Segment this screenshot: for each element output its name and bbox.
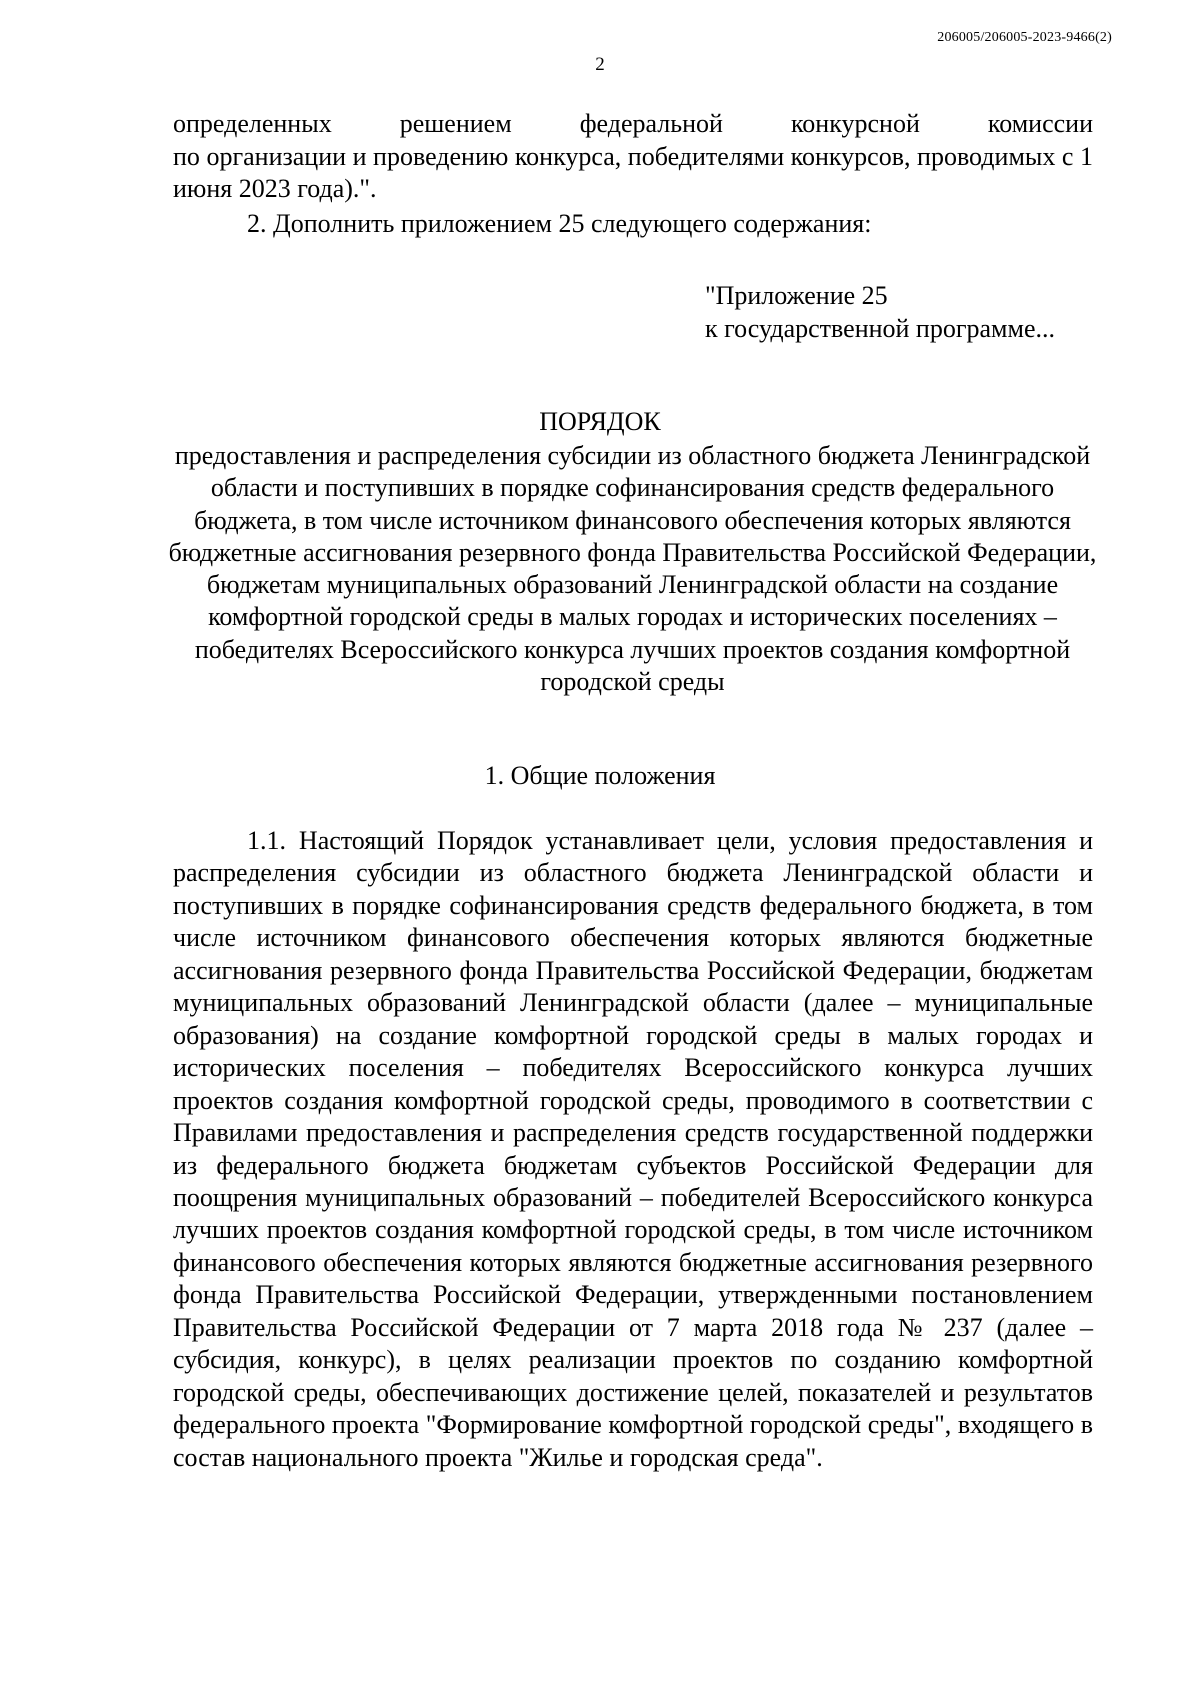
item-2-paragraph: 2. Дополнить приложением 25 следующего содержания: xyxy=(247,209,872,238)
appendix-line-2: к государственной программе... xyxy=(705,313,1055,343)
page-number: 2 xyxy=(595,54,605,75)
appendix-line-1: "Приложение 25 xyxy=(705,281,888,310)
document-subtitle: предоставления и распределения субсидии из областного бюджета Ленинградской области и поступивших в порядке софинансирования средств федерального бюджета, в том числе источником финансового обеспечения которых являются бюджетные ассигнования резервного фонда Правительства Российской Федерации, бюджетам муниципальных образований Ленинградской области на создание комфортной городской среды в малых городах и исторических поселениях – победителях Всероссийского конкурса лучших проектов создания комфортной городской среды xyxy=(168,441,1097,697)
document-title: ПОРЯДОК xyxy=(539,407,661,436)
continuation-paragraph xyxy=(173,108,1093,206)
continuation-line-1: определенных решением федеральной конкурсной комиссии xyxy=(173,109,1093,138)
section-heading: 1. Общие положения xyxy=(484,761,716,790)
document-id: 206005/206005-2023-9466(2) xyxy=(937,30,1112,45)
continuation-rest: по организации и проведению конкурса, победителями конкурсов, проводимых с 1 июня 2023 года).". xyxy=(173,141,1093,203)
appendix-reference xyxy=(705,280,1055,345)
paragraph-1-1: 1.1. Настоящий Порядок устанавливает цели, условия предоставления и распределения субсидии из областного бюджета Ленинградской области и поступивших в порядке софинансирования средств федерального бюджета, в том числе источником финансового обеспечения которых являются бюджетные ассигнования резервного фонда Правительства Российской Федерации, бюджетам муниципальных образований Ленинградской области (далее – муниципальные образования) на создание комфортной городской среды в малых городах и исторических поселения – победителях Всероссийского конкурса лучших проектов создания комфортной городской среды, проводимого в соответствии с Правилами предоставления и распределения средств государственной поддержки из федерального бюджета бюджетам субъектов Российской Федерации для поощрения муниципальных образований – победителей Всероссийского конкурса лучших проектов создания комфортной городской среды, в том числе источником финансового обеспечения которых являются бюджетные ассигнования резервного фонда Правительства Российской Федерации, утвержденными постановлением Правительства Российской Федерации от 7 марта 2018 года № 237 (далее – субсидия, конкурс), в целях реализации проектов по созданию комфортной городской среды, обеспечивающих достижение целей, показателей и результатов федерального проекта "Формирование комфортной городской среды", входящего в состав национального проекта "Жилье и городская среда". xyxy=(173,826,1093,1472)
